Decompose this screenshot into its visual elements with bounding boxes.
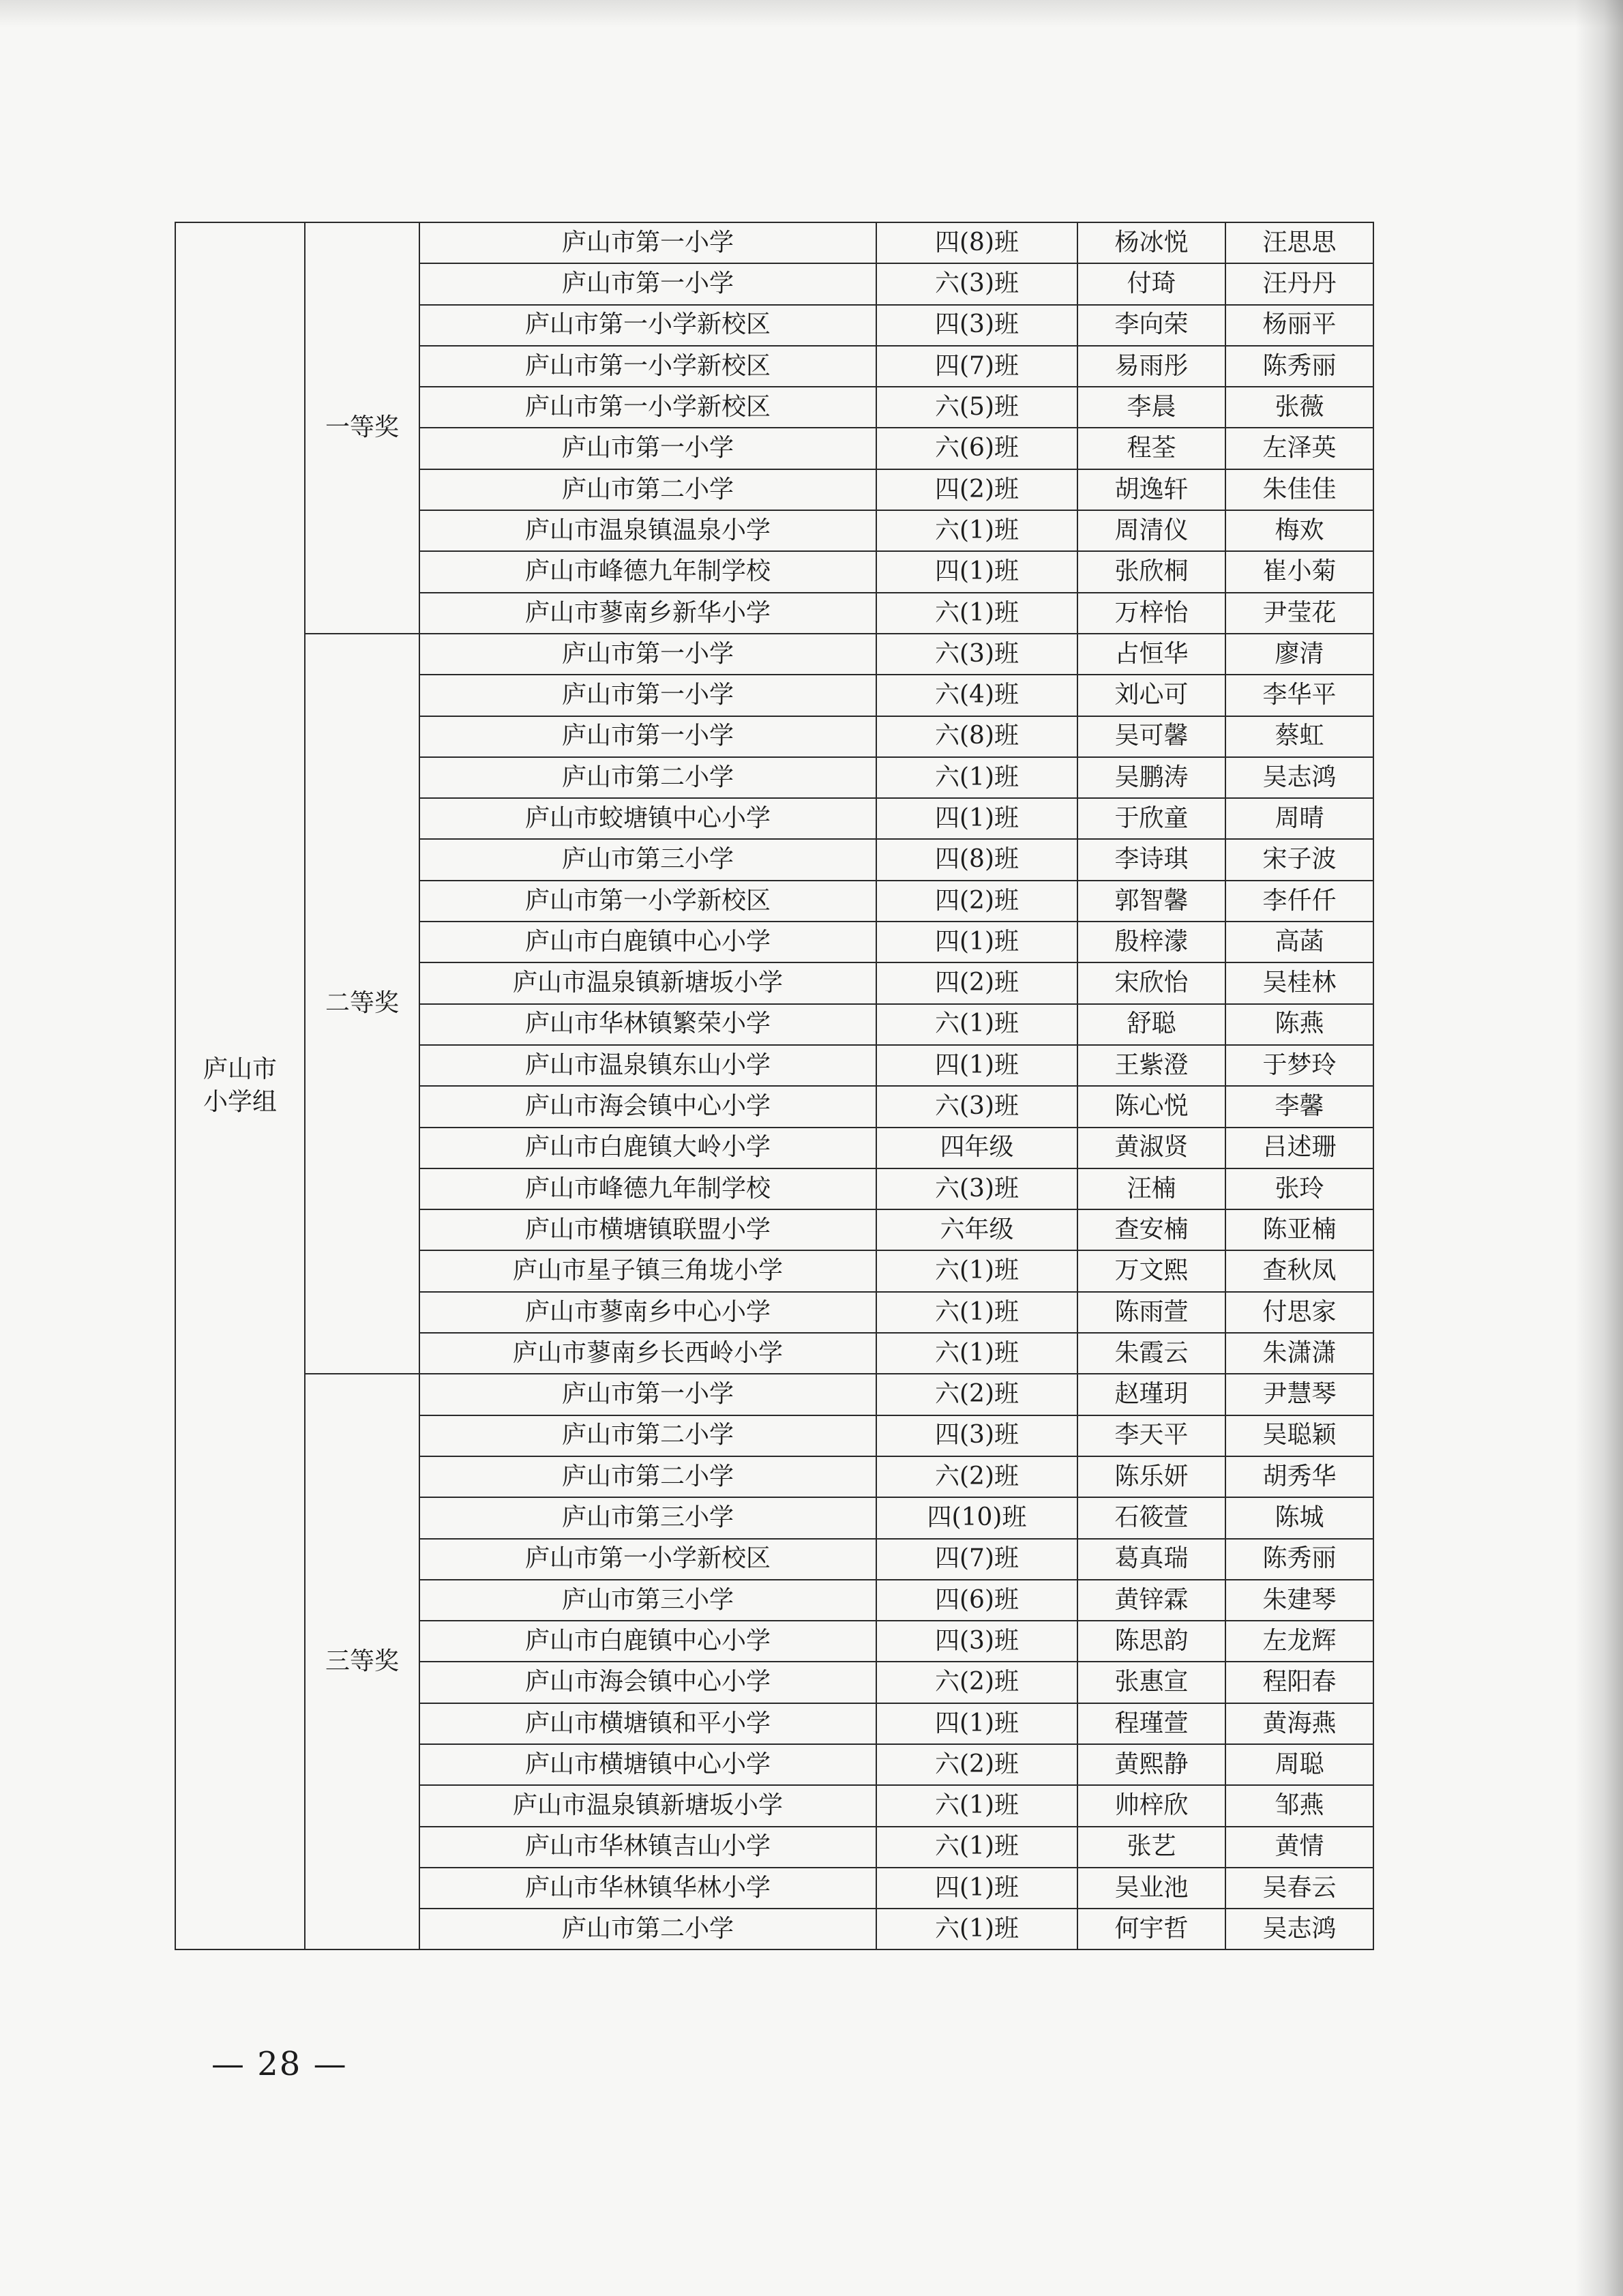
teacher-cell: 杨丽平 (1225, 305, 1373, 346)
class-cell: 四(1)班 (876, 551, 1077, 592)
teacher-cell: 崔小菊 (1225, 551, 1373, 592)
student-cell: 占恒华 (1077, 634, 1225, 675)
class-cell: 六(3)班 (876, 1168, 1077, 1209)
student-cell: 易雨彤 (1077, 346, 1225, 387)
student-cell: 吴业池 (1077, 1868, 1225, 1909)
class-cell: 四年级 (876, 1128, 1077, 1168)
student-cell: 黄锌霖 (1077, 1580, 1225, 1621)
teacher-cell: 邹燕 (1225, 1785, 1373, 1826)
student-cell: 万梓怡 (1077, 593, 1225, 634)
teacher-cell: 吴志鸿 (1225, 757, 1373, 798)
class-cell: 四(2)班 (876, 881, 1077, 922)
school-cell: 庐山市第二小学 (419, 757, 876, 798)
school-cell: 庐山市横塘镇和平小学 (419, 1703, 876, 1744)
student-cell: 张欣桐 (1077, 551, 1225, 592)
student-cell: 李诗琪 (1077, 839, 1225, 880)
school-cell: 庐山市第一小学 (419, 716, 876, 757)
class-cell: 六(1)班 (876, 1827, 1077, 1868)
student-cell: 黄淑贤 (1077, 1128, 1225, 1168)
teacher-cell: 高菡 (1225, 922, 1373, 962)
teacher-cell: 左龙辉 (1225, 1621, 1373, 1662)
school-cell: 庐山市第一小学 (419, 222, 876, 263)
school-cell: 庐山市华林镇华林小学 (419, 1868, 876, 1909)
teacher-cell: 吴桂林 (1225, 962, 1373, 1003)
school-cell: 庐山市蛟塘镇中心小学 (419, 798, 876, 839)
school-cell: 庐山市第二小学 (419, 469, 876, 510)
school-cell: 庐山市白鹿镇中心小学 (419, 1621, 876, 1662)
student-cell: 陈心悦 (1077, 1086, 1225, 1127)
school-cell: 庐山市第三小学 (419, 839, 876, 880)
school-cell: 庐山市第一小学新校区 (419, 387, 876, 428)
school-cell: 庐山市海会镇中心小学 (419, 1086, 876, 1127)
teacher-cell: 尹莹花 (1225, 593, 1373, 634)
school-cell: 庐山市第二小学 (419, 1415, 876, 1456)
teacher-cell: 陈亚楠 (1225, 1209, 1373, 1250)
table-row (175, 1374, 1373, 1415)
student-cell: 查安楠 (1077, 1209, 1225, 1250)
school-cell: 庐山市第一小学 (419, 634, 876, 675)
teacher-cell: 梅欢 (1225, 510, 1373, 551)
student-cell: 石筱萱 (1077, 1497, 1225, 1538)
teacher-cell: 陈秀丽 (1225, 1539, 1373, 1580)
student-cell: 王紫澄 (1077, 1045, 1225, 1086)
teacher-cell: 陈城 (1225, 1497, 1373, 1538)
teacher-cell: 宋子波 (1225, 839, 1373, 880)
school-cell: 庐山市第一小学新校区 (419, 881, 876, 922)
student-cell: 万文熙 (1077, 1250, 1225, 1291)
class-cell: 六年级 (876, 1209, 1077, 1250)
student-cell: 吴可馨 (1077, 716, 1225, 757)
class-cell: 六(5)班 (876, 387, 1077, 428)
teacher-cell: 于梦玲 (1225, 1045, 1373, 1086)
teacher-cell: 汪思思 (1225, 222, 1373, 263)
teacher-cell: 朱潇潇 (1225, 1333, 1373, 1374)
school-cell: 庐山市峰德九年制学校 (419, 551, 876, 592)
teacher-cell: 李馨 (1225, 1086, 1373, 1127)
class-cell: 六(2)班 (876, 1456, 1077, 1497)
class-cell: 六(1)班 (876, 1250, 1077, 1291)
class-cell: 六(2)班 (876, 1662, 1077, 1703)
student-cell: 程瑾萱 (1077, 1703, 1225, 1744)
school-cell: 庐山市横塘镇中心小学 (419, 1744, 876, 1785)
student-cell: 黄熙静 (1077, 1744, 1225, 1785)
teacher-cell: 李仟仟 (1225, 881, 1373, 922)
class-cell: 六(1)班 (876, 1785, 1077, 1826)
teacher-cell: 张玲 (1225, 1168, 1373, 1209)
student-cell: 周清仪 (1077, 510, 1225, 551)
student-cell: 于欣童 (1077, 798, 1225, 839)
teacher-cell: 胡秀华 (1225, 1456, 1373, 1497)
class-cell: 四(8)班 (876, 839, 1077, 880)
class-cell: 四(2)班 (876, 962, 1077, 1003)
teacher-cell: 程阳春 (1225, 1662, 1373, 1703)
teacher-cell: 汪丹丹 (1225, 263, 1373, 304)
class-cell: 六(3)班 (876, 634, 1077, 675)
class-cell: 四(2)班 (876, 469, 1077, 510)
student-cell: 郭智馨 (1077, 881, 1225, 922)
student-cell: 吴鹏涛 (1077, 757, 1225, 798)
class-cell: 四(1)班 (876, 798, 1077, 839)
school-cell: 庐山市温泉镇温泉小学 (419, 510, 876, 551)
school-cell: 庐山市蓼南乡新华小学 (419, 593, 876, 634)
class-cell: 六(6)班 (876, 428, 1077, 469)
student-cell: 李晨 (1077, 387, 1225, 428)
class-cell: 六(3)班 (876, 263, 1077, 304)
class-cell: 四(7)班 (876, 346, 1077, 387)
class-cell: 六(2)班 (876, 1744, 1077, 1785)
student-cell: 付琦 (1077, 263, 1225, 304)
class-cell: 四(3)班 (876, 1415, 1077, 1456)
class-cell: 六(1)班 (876, 1333, 1077, 1374)
table-row (175, 222, 1373, 263)
scan-top-shadow (0, 0, 1623, 27)
teacher-cell: 左泽英 (1225, 428, 1373, 469)
teacher-cell: 尹慧琴 (1225, 1374, 1373, 1415)
student-cell: 赵瑾玥 (1077, 1374, 1225, 1415)
school-cell: 庐山市第一小学 (419, 428, 876, 469)
awards-table (175, 222, 1374, 1950)
school-cell: 庐山市第三小学 (419, 1580, 876, 1621)
school-cell: 庐山市温泉镇东山小学 (419, 1045, 876, 1086)
student-cell: 葛真瑞 (1077, 1539, 1225, 1580)
class-cell: 四(6)班 (876, 1580, 1077, 1621)
school-cell: 庐山市第二小学 (419, 1456, 876, 1497)
school-cell: 庐山市白鹿镇中心小学 (419, 922, 876, 962)
school-cell: 庐山市温泉镇新塘坂小学 (419, 962, 876, 1003)
class-cell: 六(1)班 (876, 510, 1077, 551)
teacher-cell: 朱佳佳 (1225, 469, 1373, 510)
group-cell: 庐山市 小学组 (175, 222, 305, 1949)
class-cell: 四(1)班 (876, 1868, 1077, 1909)
teacher-cell: 廖清 (1225, 634, 1373, 675)
class-cell: 六(1)班 (876, 1292, 1077, 1333)
teacher-cell: 吕述珊 (1225, 1128, 1373, 1168)
teacher-cell: 吴春云 (1225, 1868, 1373, 1909)
school-cell: 庐山市第一小学 (419, 675, 876, 716)
school-cell: 庐山市海会镇中心小学 (419, 1662, 876, 1703)
page-number: — 28 — (211, 2045, 348, 2083)
school-cell: 庐山市蓼南乡长西岭小学 (419, 1333, 876, 1374)
student-cell: 陈思韵 (1077, 1621, 1225, 1662)
teacher-cell: 吴志鸿 (1225, 1909, 1373, 1949)
teacher-cell: 黄情 (1225, 1827, 1373, 1868)
class-cell: 四(1)班 (876, 1703, 1077, 1744)
student-cell: 张惠宣 (1077, 1662, 1225, 1703)
class-cell: 六(1)班 (876, 1004, 1077, 1045)
class-cell: 六(3)班 (876, 1086, 1077, 1127)
class-cell: 四(7)班 (876, 1539, 1077, 1580)
teacher-cell: 周聪 (1225, 1744, 1373, 1785)
class-cell: 六(4)班 (876, 675, 1077, 716)
class-cell: 六(8)班 (876, 716, 1077, 757)
teacher-cell: 陈秀丽 (1225, 346, 1373, 387)
student-cell: 陈乐妍 (1077, 1456, 1225, 1497)
student-cell: 宋欣怡 (1077, 962, 1225, 1003)
school-cell: 庐山市第一小学 (419, 263, 876, 304)
class-cell: 四(3)班 (876, 305, 1077, 346)
table-row (175, 634, 1373, 675)
class-cell: 四(8)班 (876, 222, 1077, 263)
school-cell: 庐山市横塘镇联盟小学 (419, 1209, 876, 1250)
school-cell: 庐山市第一小学新校区 (419, 305, 876, 346)
class-cell: 六(1)班 (876, 1909, 1077, 1949)
teacher-cell: 张薇 (1225, 387, 1373, 428)
awards-table-body (175, 222, 1373, 1949)
teacher-cell: 周晴 (1225, 798, 1373, 839)
school-cell: 庐山市温泉镇新塘坂小学 (419, 1785, 876, 1826)
teacher-cell: 陈燕 (1225, 1004, 1373, 1045)
teacher-cell: 黄海燕 (1225, 1703, 1373, 1744)
student-cell: 朱霞云 (1077, 1333, 1225, 1374)
student-cell: 李天平 (1077, 1415, 1225, 1456)
school-cell: 庐山市华林镇繁荣小学 (419, 1004, 876, 1045)
school-cell: 庐山市星子镇三角垅小学 (419, 1250, 876, 1291)
class-cell: 四(1)班 (876, 922, 1077, 962)
school-cell: 庐山市第一小学新校区 (419, 1539, 876, 1580)
school-cell: 庐山市蓼南乡中心小学 (419, 1292, 876, 1333)
award-level-cell: 三等奖 (305, 1374, 419, 1949)
student-cell: 何宇哲 (1077, 1909, 1225, 1949)
school-cell: 庐山市华林镇吉山小学 (419, 1827, 876, 1868)
student-cell: 杨冰悦 (1077, 222, 1225, 263)
school-cell: 庐山市第一小学新校区 (419, 346, 876, 387)
scan-edge-shadow (1575, 0, 1623, 2296)
teacher-cell: 朱建琴 (1225, 1580, 1373, 1621)
class-cell: 四(1)班 (876, 1045, 1077, 1086)
award-level-cell: 一等奖 (305, 222, 419, 634)
teacher-cell: 付思家 (1225, 1292, 1373, 1333)
school-cell: 庐山市第二小学 (419, 1909, 876, 1949)
student-cell: 舒聪 (1077, 1004, 1225, 1045)
class-cell: 六(2)班 (876, 1374, 1077, 1415)
student-cell: 刘心可 (1077, 675, 1225, 716)
teacher-cell: 蔡虹 (1225, 716, 1373, 757)
award-level-cell: 二等奖 (305, 634, 419, 1374)
class-cell: 六(1)班 (876, 593, 1077, 634)
class-cell: 四(3)班 (876, 1621, 1077, 1662)
school-cell: 庐山市峰德九年制学校 (419, 1168, 876, 1209)
student-cell: 胡逸轩 (1077, 469, 1225, 510)
teacher-cell: 查秋凤 (1225, 1250, 1373, 1291)
student-cell: 殷梓濛 (1077, 922, 1225, 962)
class-cell: 六(1)班 (876, 757, 1077, 798)
class-cell: 四(10)班 (876, 1497, 1077, 1538)
school-cell: 庐山市白鹿镇大岭小学 (419, 1128, 876, 1168)
student-cell: 张艺 (1077, 1827, 1225, 1868)
student-cell: 陈雨萱 (1077, 1292, 1225, 1333)
school-cell: 庐山市第三小学 (419, 1497, 876, 1538)
student-cell: 程荃 (1077, 428, 1225, 469)
student-cell: 帅梓欣 (1077, 1785, 1225, 1826)
teacher-cell: 李华平 (1225, 675, 1373, 716)
student-cell: 汪楠 (1077, 1168, 1225, 1209)
student-cell: 李向荣 (1077, 305, 1225, 346)
teacher-cell: 吴聪颖 (1225, 1415, 1373, 1456)
school-cell: 庐山市第一小学 (419, 1374, 876, 1415)
